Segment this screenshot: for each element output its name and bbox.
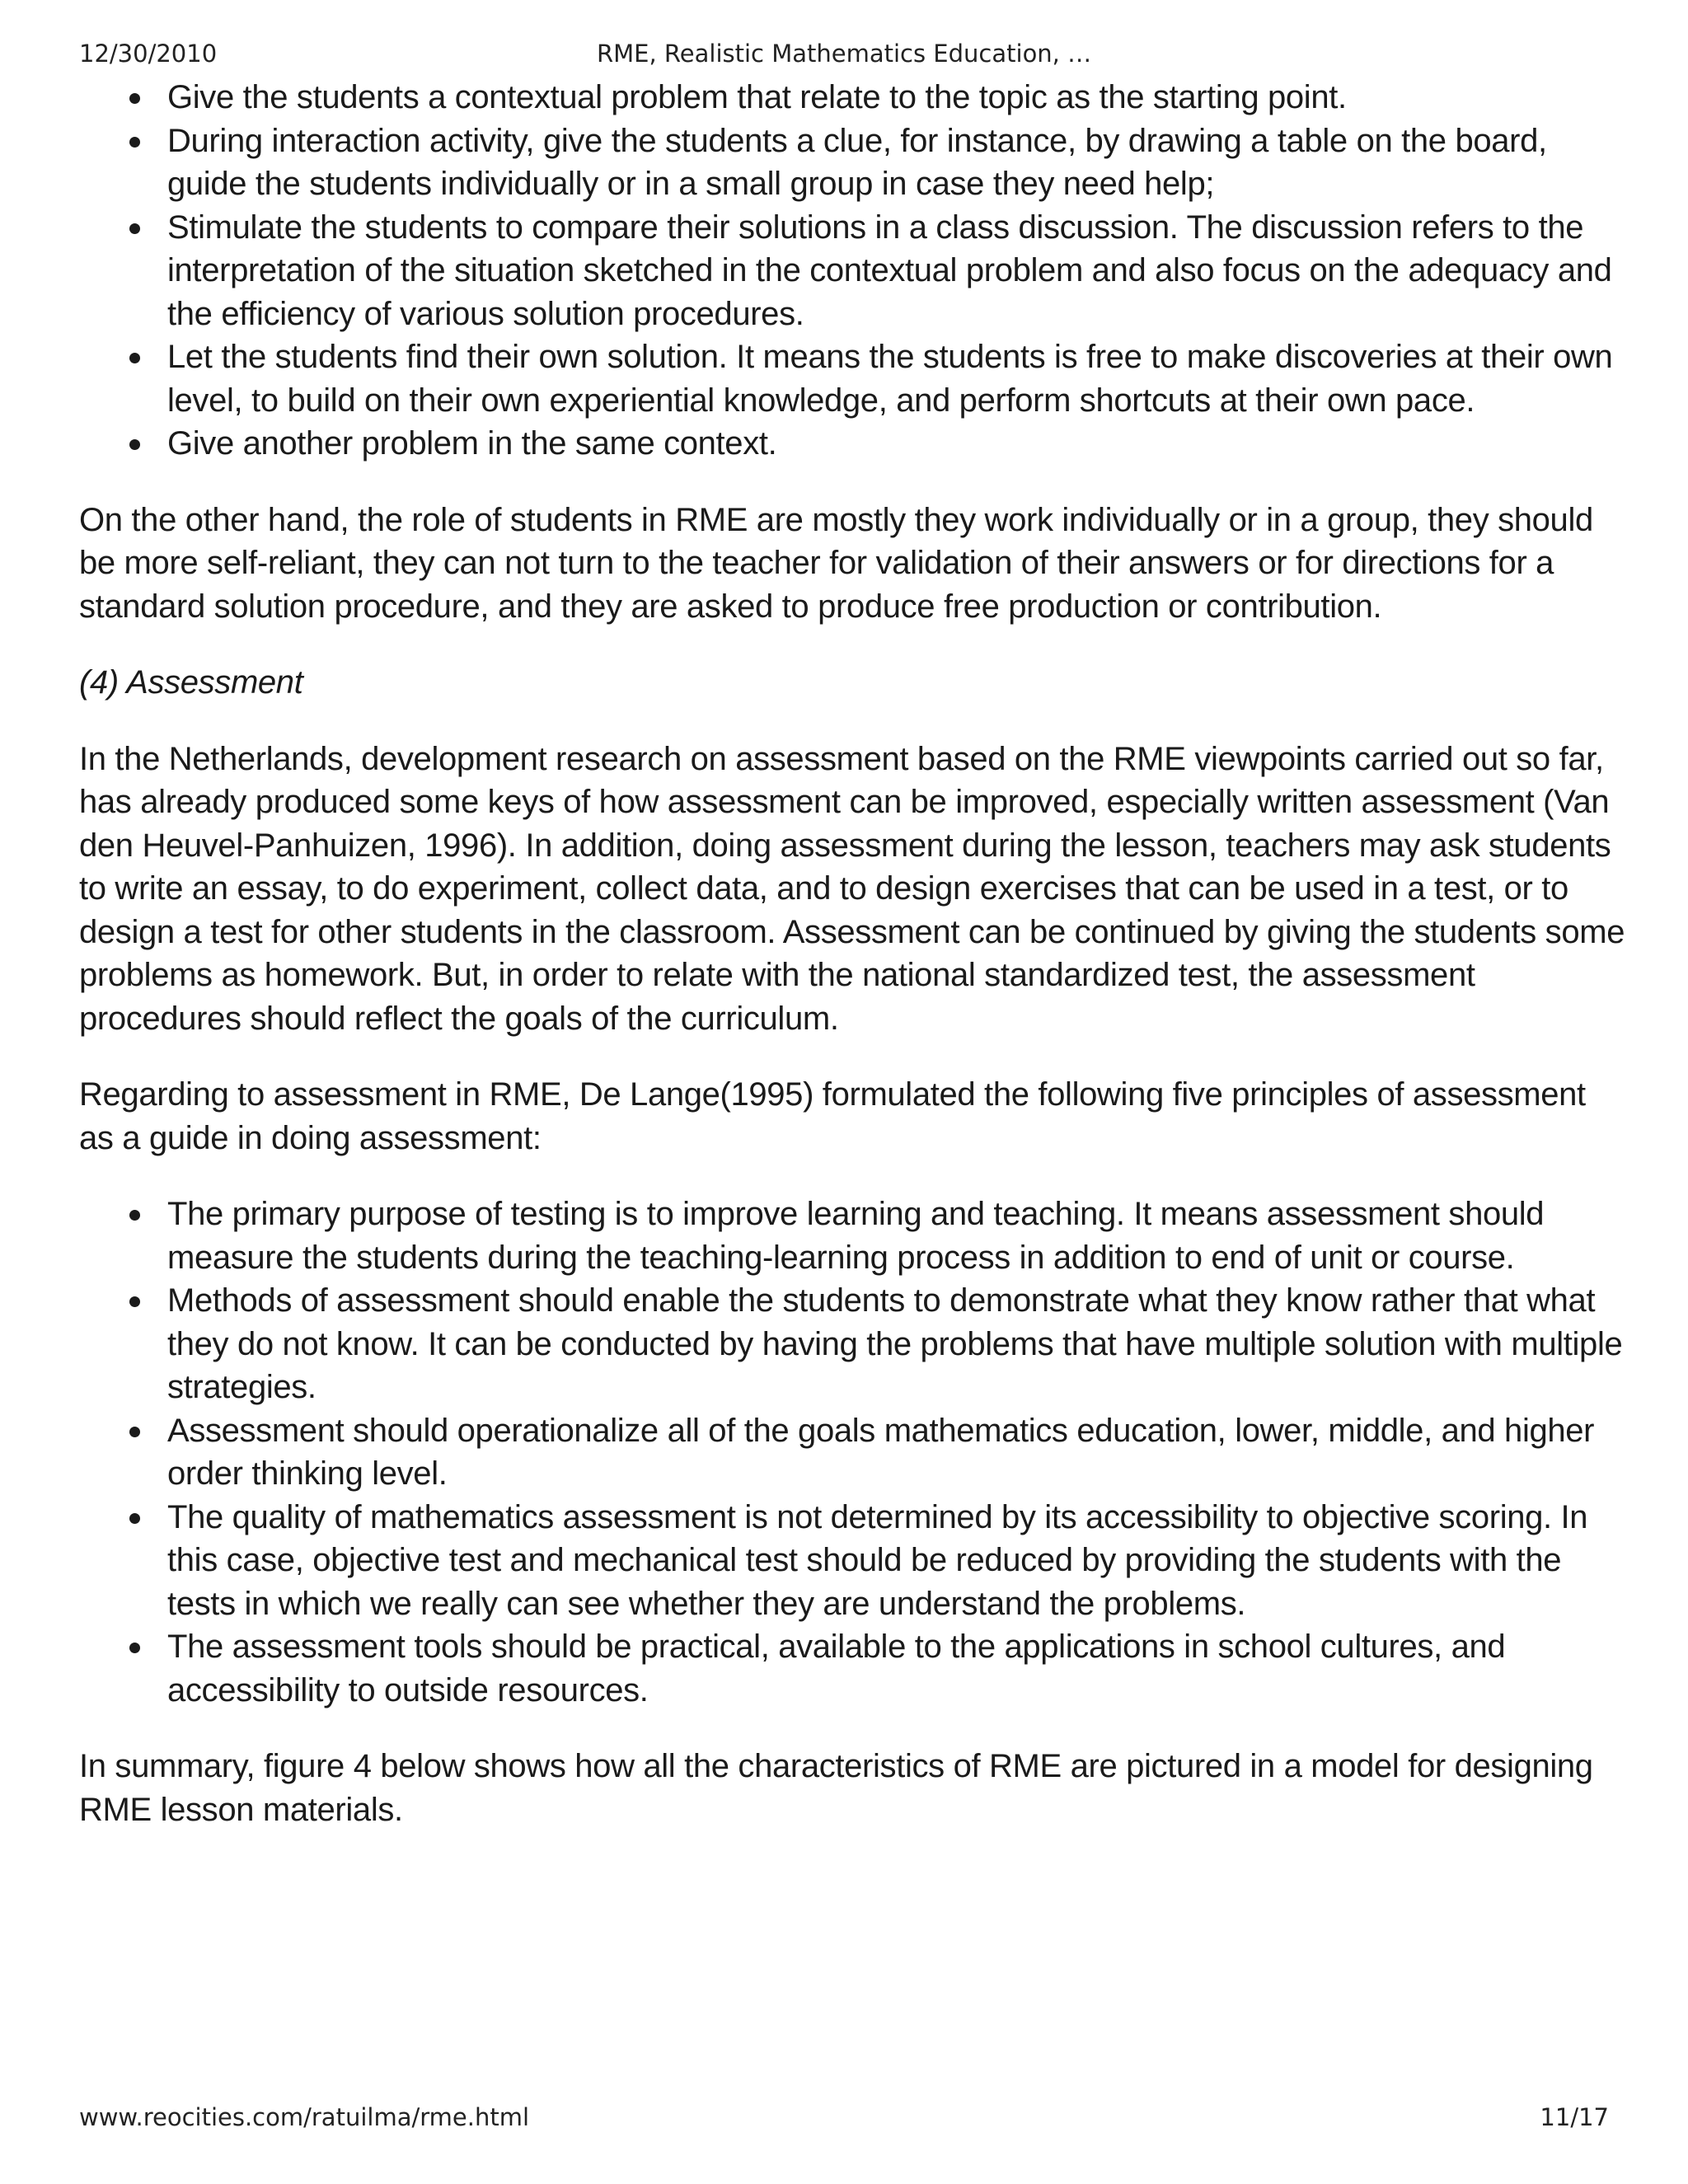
list-item: Let the students find their own solution. It means the students is free to make discoveries at their own level, to build on their own experiential knowledge, and perform shortcuts at their own pace. bbox=[167, 335, 1629, 422]
page-title: RME, Realistic Mathematics Education, … bbox=[597, 40, 1092, 68]
list-item: The primary purpose of testing is to improve learning and teaching. It means assessment should measure the students during the teaching-learning process in addition to end of unit or course. bbox=[167, 1193, 1629, 1279]
list-item: Stimulate the students to compare their solutions in a class discussion. The discussion refers to the interpretation of the situation sketched in the contextual problem and also focus on the adequacy and the efficiency of various solution procedures. bbox=[167, 206, 1629, 336]
list-item: Give the students a contextual problem that relate to the topic as the starting point. bbox=[167, 76, 1629, 120]
list-item: Give another problem in the same context. bbox=[167, 422, 1629, 466]
section-heading-assessment: (4) Assessment bbox=[79, 664, 303, 701]
assessment-principles-list bbox=[79, 1193, 1629, 1712]
list-item: During interaction activity, give the students a clue, for instance, by drawing a table on the board, guide the students individually or in a small group in case they need help; bbox=[167, 120, 1629, 206]
list-item: The quality of mathematics assessment is not determined by its accessibility to objective scoring. In this case, objective test and mechanical test should be reduced by providing the students with the tests in which we really can see whether they are understand the problems. bbox=[167, 1496, 1629, 1626]
list-item: Methods of assessment should enable the students to demonstrate what they know rather that what they do not know. It can be conducted by having the problems that have multiple solution with multiple strategies. bbox=[167, 1279, 1629, 1409]
list-item: The assessment tools should be practical, available to the applications in school cultures, and accessibility to outside resources. bbox=[167, 1625, 1629, 1712]
de-lange-intro-paragraph: Regarding to assessment in RME, De Lange(1995) formulated the following five principles of assessment as a guide in doing assessment: bbox=[79, 1076, 1586, 1156]
print-date: 12/30/2010 bbox=[79, 40, 218, 68]
netherlands-paragraph: In the Netherlands, development research on assessment based on the RME viewpoints carried out so far, has already produced some keys of how assessment can be improved, especially written assessment (Van den Heuvel-Panhuizen, 1996). In addition, doing assessment during the lesson, teachers may ask students to write an essay, to do experiment, collect data, and to design exercises that can be used in a test, or to design a test for other students in the classroom. Assessment can be continued by giving the students some problems as homework. But, in order to relate with the national standardized test, the assessment procedures should reflect the goals of the curriculum. bbox=[79, 740, 1625, 1037]
document-body bbox=[79, 76, 1629, 1831]
page-footer bbox=[79, 2103, 1609, 2136]
source-url: www.reocities.com/ratuilma/rme.html bbox=[79, 2103, 530, 2131]
summary-paragraph: In summary, figure 4 below shows how all the characteristics of RME are pictured in a model for designing RME lesson materials. bbox=[79, 1748, 1593, 1828]
page-header bbox=[79, 40, 1609, 73]
page-number: 11/17 bbox=[1540, 2103, 1609, 2131]
list-item: Assessment should operationalize all of the goals mathematics education, lower, middle, and higher order thinking level. bbox=[167, 1409, 1629, 1496]
students-role-paragraph: On the other hand, the role of students in RME are mostly they work individually or in a group, they should be more self-reliant, they can not turn to the teacher for validation of their answers or for directions for a standard solution procedure, and they are asked to produce free production or contribution. bbox=[79, 501, 1593, 625]
teacher-steps-list bbox=[79, 76, 1629, 466]
